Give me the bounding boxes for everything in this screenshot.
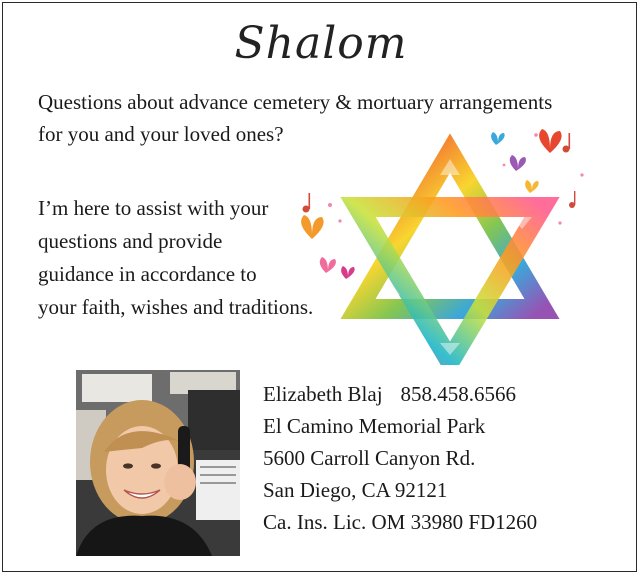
assist-line-4: your faith, wishes and traditions.	[38, 295, 314, 319]
contact-block	[263, 378, 537, 538]
assist-line-1: I’m here to assist with your	[38, 196, 269, 220]
phone-number: 858.458.6566	[400, 382, 517, 406]
assist-line-3: guidance in accordance to	[38, 262, 257, 286]
star-of-david-image	[290, 105, 610, 365]
agent-name: Elizabeth Blaj	[263, 382, 383, 406]
street-address: 5600 Carroll Canyon Rd.	[263, 446, 476, 470]
intro-line-1: Questions about advance cemetery & mortuary arrangements	[38, 90, 553, 114]
portrait-image	[76, 370, 240, 556]
assist-line-2: questions and provide	[38, 229, 223, 253]
star-of-david-icon	[290, 105, 610, 365]
name-phone-line	[263, 378, 537, 410]
intro-line-2: for you and your loved ones?	[38, 122, 284, 146]
license-number: Ca. Ins. Lic. OM 33980 FD1260	[263, 510, 538, 534]
city-state-zip: San Diego, CA 92121	[263, 478, 448, 502]
agent-photo	[76, 370, 240, 556]
ad-title: Shalom	[234, 18, 408, 69]
organization-name: El Camino Memorial Park	[263, 414, 486, 438]
